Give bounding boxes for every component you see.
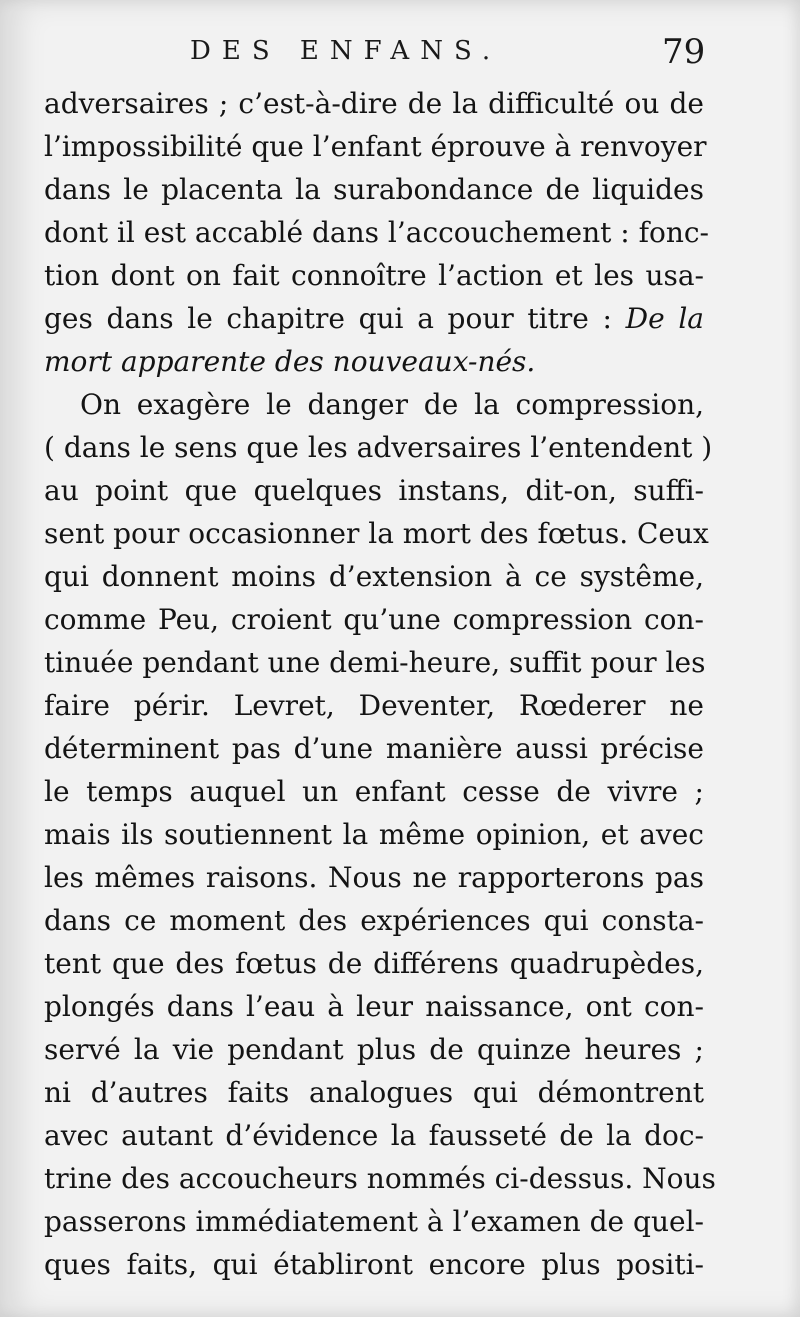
text-line: tent que des fœtus de différens quadrupèdes, <box>44 947 704 980</box>
text-line: dont il est accablé dans l’accouchement : fonc- <box>44 216 710 249</box>
text-line: au point que quelques instans, dit-on, suffi- <box>44 474 704 507</box>
text-line: ques faits, qui établiront encore plus positi- <box>44 1248 704 1281</box>
text-line: les mêmes raisons. Nous ne rapporterons pas <box>44 861 704 894</box>
paragraph-start-line: On exagère le danger de la compression, <box>80 388 704 421</box>
text-line-with-title <box>44 297 704 340</box>
text-line: trine des accoucheurs nommés ci-dessus. Nous <box>44 1162 716 1195</box>
text-line: l’impossibilité que l’enfant éprouve à renvoyer <box>44 130 707 163</box>
text-line: tinuée pendant une demi-heure, suffit pour les <box>44 646 706 679</box>
cited-title-start: De la <box>625 302 704 335</box>
text-line: dans ce moment des expériences qui consta- <box>44 904 704 937</box>
text-line: servé la vie pendant plus de quinze heures ; <box>44 1033 704 1066</box>
body-text <box>44 82 716 1286</box>
text-line: avec autant d’évidence la fausseté de la doc- <box>44 1119 704 1152</box>
text-line: qui donnent moins d’extension à ce systême, <box>44 560 704 593</box>
page-header <box>0 30 800 80</box>
text-line: le temps auquel un enfant cesse de vivre ; <box>44 775 704 808</box>
text-line: ( dans le sens que les adversaires l’entendent ) <box>44 431 713 464</box>
running-head: DES ENFANS. <box>190 36 502 66</box>
text-line: comme Peu, croient qu’une compression con- <box>44 603 704 636</box>
text-line: adversaires ; c’est-à-dire de la difficulté ou de <box>44 87 704 120</box>
text-line: tion dont on fait connoître l’action et les usa- <box>44 259 704 292</box>
text-line: sent pour occasionner la mort des fœtus. Ceux <box>44 517 709 550</box>
text-line: mais ils soutiennent la même opinion, et avec <box>44 818 704 851</box>
cited-title-end: mort apparente des nouveaux-nés. <box>44 345 536 378</box>
text-line: passerons immédiatement à l’examen de quel- <box>44 1205 704 1238</box>
text-line: ni d’autres faits analogues qui démontrent <box>44 1076 704 1109</box>
text-line: faire périr. Levret, Deventer, Rœderer ne <box>44 689 704 722</box>
text-line: plongés dans l’eau à leur naissance, ont con- <box>44 990 704 1023</box>
text-line: déterminent pas d’une manière aussi précise <box>44 732 704 765</box>
page-number: 79 <box>662 32 706 72</box>
text-segment: ges dans le chapitre qui a pour titre : <box>44 302 612 335</box>
text-line: dans le placenta la surabondance de liquides <box>44 173 704 206</box>
